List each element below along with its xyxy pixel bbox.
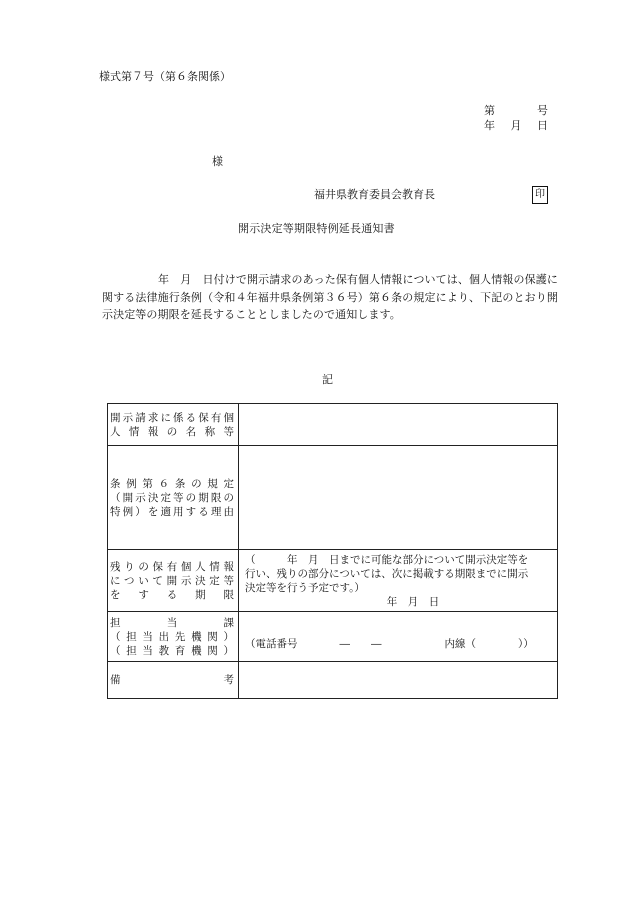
form-id: 様式第７号（第６条関係） <box>99 70 231 83</box>
label-line: （担当教育機関） <box>110 644 234 657</box>
value-remarks[interactable] <box>239 662 558 699</box>
value-deadline[interactable] <box>239 550 558 612</box>
table-row <box>108 662 558 699</box>
value-line: 行い、残りの部分については、次に掲載する期限までに開示 <box>245 567 529 580</box>
date-day: 日 <box>537 119 548 132</box>
label-deadline <box>108 550 239 612</box>
value-info-name[interactable] <box>239 404 558 446</box>
label-line: （担当出先機関） <box>110 630 234 643</box>
number-label-right: 号 <box>537 104 548 117</box>
document-number-block <box>484 103 548 133</box>
label-line: （開示決定等の期限の <box>110 491 234 504</box>
ki-heading: 記 <box>322 373 333 386</box>
table-row <box>108 550 558 612</box>
body-paragraph: 年 月 日付けで開示請求のあった保有個人情報については、個人情報の保護に関する法律施行条例（令和４年福井県条例第３６号）第６条の規定により、下記のとおり開示決定等の期限を延長することとしましたので通知します。 <box>102 273 558 321</box>
seal-box: 印 <box>532 186 548 204</box>
label-remarks: 備 考 <box>108 662 239 699</box>
value-reason[interactable] <box>239 446 558 550</box>
table-row <box>108 446 558 550</box>
document-title: 開示決定等期限特例延長通知書 <box>238 222 395 235</box>
label-line: 条 例 第 ６ 条 の 規 定 <box>110 477 234 490</box>
label-reason <box>108 446 239 550</box>
notice-table <box>107 403 558 699</box>
value-line: 決定等を行う予定です。） <box>245 581 365 594</box>
value-line: （ 年 月 日までに可能な部分について開示決定等を <box>245 553 529 566</box>
date-month: 月 <box>510 119 522 132</box>
table-row <box>108 404 558 446</box>
phone-line: （電話番号 ― ― 内線（ ）） <box>245 637 534 650</box>
label-line: について開示決定等 <box>110 574 234 587</box>
label-line: 人 情 報 の 名 称 等 <box>110 425 234 438</box>
sender-name: 福井県教育委員会教育長 <box>314 188 435 201</box>
label-contact <box>108 612 239 662</box>
value-date: 年 月 日 <box>386 595 440 608</box>
value-contact[interactable] <box>239 612 558 662</box>
label-line: 特例）を適用する理由 <box>110 505 234 518</box>
number-label-left: 第 <box>484 104 495 117</box>
label-line: を す る 期 限 <box>110 588 234 601</box>
label-info-name <box>108 404 239 446</box>
label-line: 開示請求に係る保有個 <box>110 411 234 424</box>
document-date-line <box>484 118 548 133</box>
document-number-line <box>484 103 548 118</box>
table-row <box>108 612 558 662</box>
addressee: 様 <box>212 155 223 168</box>
date-year: 年 <box>484 119 495 132</box>
label-line: 担 当 課 <box>110 616 234 629</box>
label-line: 残りの保有個人情報 <box>110 560 234 573</box>
